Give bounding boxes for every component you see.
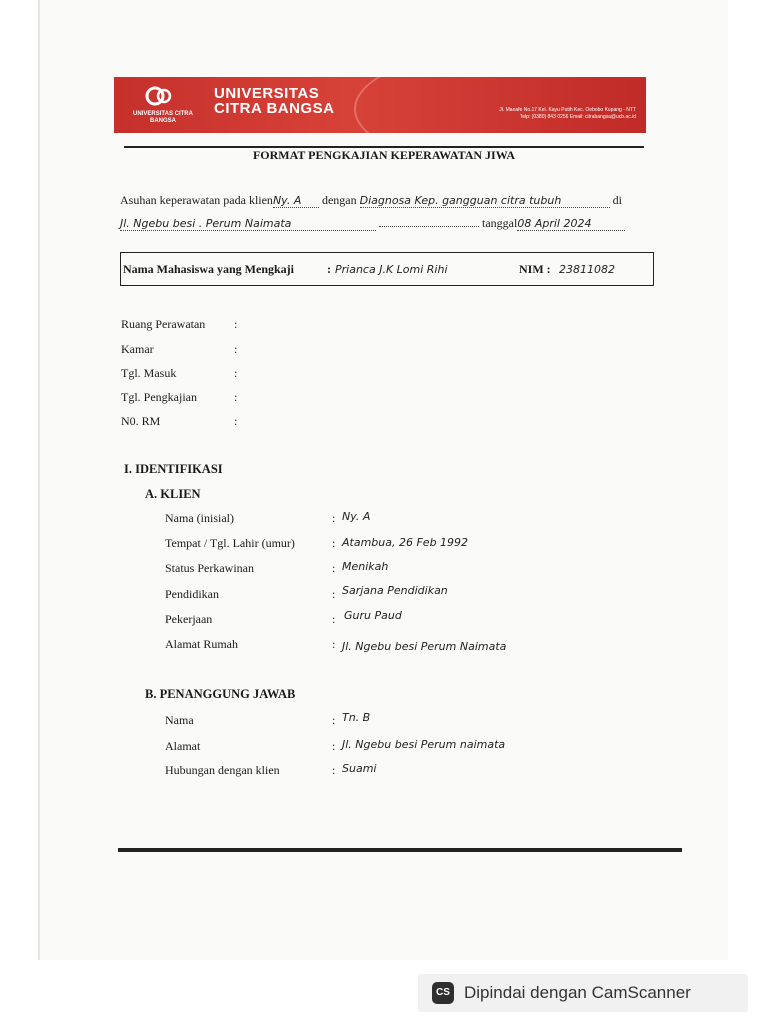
section-identifikasi-heading: I. IDENTIFIKASI xyxy=(124,462,223,476)
klien-colon: : xyxy=(332,587,336,601)
klien-value-status: Menikah xyxy=(342,560,389,573)
footer-rule xyxy=(118,848,682,852)
klien-label-status: Status Perkawinan xyxy=(165,561,254,575)
lokasi-value: Jl. Ngebu besi . Perum Naimata xyxy=(120,217,376,231)
klien-value-ttl: Atambua, 26 Feb 1992 xyxy=(342,536,469,549)
klien-colon: : xyxy=(332,536,336,550)
info-label-kamar: Kamar xyxy=(121,342,154,356)
pj-label-nama: Nama xyxy=(165,713,194,727)
klien-colon: : xyxy=(332,561,336,575)
banner-swoosh xyxy=(354,77,646,133)
mahasiswa-box xyxy=(120,252,654,286)
logo-mark-icon xyxy=(144,85,174,107)
university-name-line1: UNIVERSITAS xyxy=(214,85,320,102)
klien-label-pendidikan: Pendidikan xyxy=(165,587,219,601)
mahasiswa-value: Prianca J.K Lomi Rihi xyxy=(335,263,448,276)
lokasi-dots xyxy=(379,226,479,227)
lokasi-line xyxy=(120,216,625,231)
section-penanggung-heading: B. PENANGGUNG JAWAB xyxy=(145,687,296,701)
pj-colon: : xyxy=(332,713,336,727)
klien-value: Ny. A xyxy=(273,194,319,208)
document-title: FORMAT PENGKAJIAN KEPERAWATAN JIWA xyxy=(252,148,516,162)
klien-label-alamat: Alamat Rumah xyxy=(165,637,238,651)
nim-label: NIM : xyxy=(519,262,551,276)
address-line1: Jl. Manafe No.17 Kel. Kayu Putih Kec. Oebobo Kupang - NTT xyxy=(499,107,636,113)
info-colon: : xyxy=(234,366,238,380)
pj-colon: : xyxy=(332,763,336,777)
klien-value-alamat: Jl. Ngebu besi Perum Naimata xyxy=(342,640,507,653)
info-colon: : xyxy=(234,342,238,356)
klien-value-pekerjaan: Guru Paud xyxy=(344,609,402,622)
pj-value-nama: Tn. B xyxy=(342,711,371,724)
pj-value-alamat: Jl. Ngebu besi Perum naimata xyxy=(342,738,506,751)
document-page xyxy=(40,0,728,960)
university-address xyxy=(499,107,636,121)
university-banner xyxy=(114,77,646,133)
info-colon: : xyxy=(234,390,238,404)
info-label-ruang: Ruang Perawatan xyxy=(121,317,206,331)
diagnosa-value: Diagnosa Kep. gangguan citra tubuh xyxy=(360,194,610,208)
klien-value-pendidikan: Sarjana Pendidikan xyxy=(342,584,448,597)
tanggal-value: 08 April 2024 xyxy=(517,217,625,231)
dengan-label: dengan xyxy=(321,193,357,207)
info-label-tgl-pengkajian: Tgl. Pengkajian xyxy=(121,390,197,404)
mahasiswa-label: Nama Mahasiswa yang Mengkaji xyxy=(123,262,295,276)
asuhan-label: Asuhan keperawatan pada klien xyxy=(120,193,273,207)
info-colon: : xyxy=(234,317,238,331)
tanggal-label: tanggal xyxy=(482,216,518,230)
info-label-tgl-masuk: Tgl. Masuk xyxy=(121,366,177,380)
camscanner-text: Dipindai dengan CamScanner xyxy=(464,983,691,1002)
pj-label-alamat: Alamat xyxy=(165,739,201,753)
logo-text: UNIVERSITAS CITRA BANGSA xyxy=(133,111,193,124)
camscanner-icon: CS xyxy=(432,982,454,1004)
address-line2: Telp: (0380) 843 0256 Email: citrabangsa@ucb.ac.id xyxy=(519,114,636,120)
klien-label-nama: Nama (inisial) xyxy=(165,511,234,525)
nim-value: 23811082 xyxy=(559,263,615,276)
section-klien-heading: A. KLIEN xyxy=(145,487,201,501)
pj-value-hubungan: Suami xyxy=(342,762,377,775)
university-logo xyxy=(122,83,204,127)
info-label-no-rm: N0. RM xyxy=(121,414,161,428)
info-colon: : xyxy=(234,414,238,428)
klien-colon: : xyxy=(332,612,336,626)
university-name-line2: CITRA BANGSA xyxy=(214,100,335,117)
klien-colon: : xyxy=(332,511,336,525)
asuhan-line xyxy=(120,193,622,208)
mahasiswa-colon: : xyxy=(327,262,331,276)
klien-label-pekerjaan: Pekerjaan xyxy=(165,612,213,626)
camscanner-watermark xyxy=(418,974,748,1012)
klien-colon: : xyxy=(332,637,336,651)
di-label: di xyxy=(612,193,622,207)
klien-value-nama: Ny. A xyxy=(342,510,371,523)
pj-colon: : xyxy=(332,739,336,753)
pj-label-hubungan: Hubungan dengan klien xyxy=(165,763,280,777)
klien-label-ttl: Tempat / Tgl. Lahir (umur) xyxy=(165,536,295,550)
